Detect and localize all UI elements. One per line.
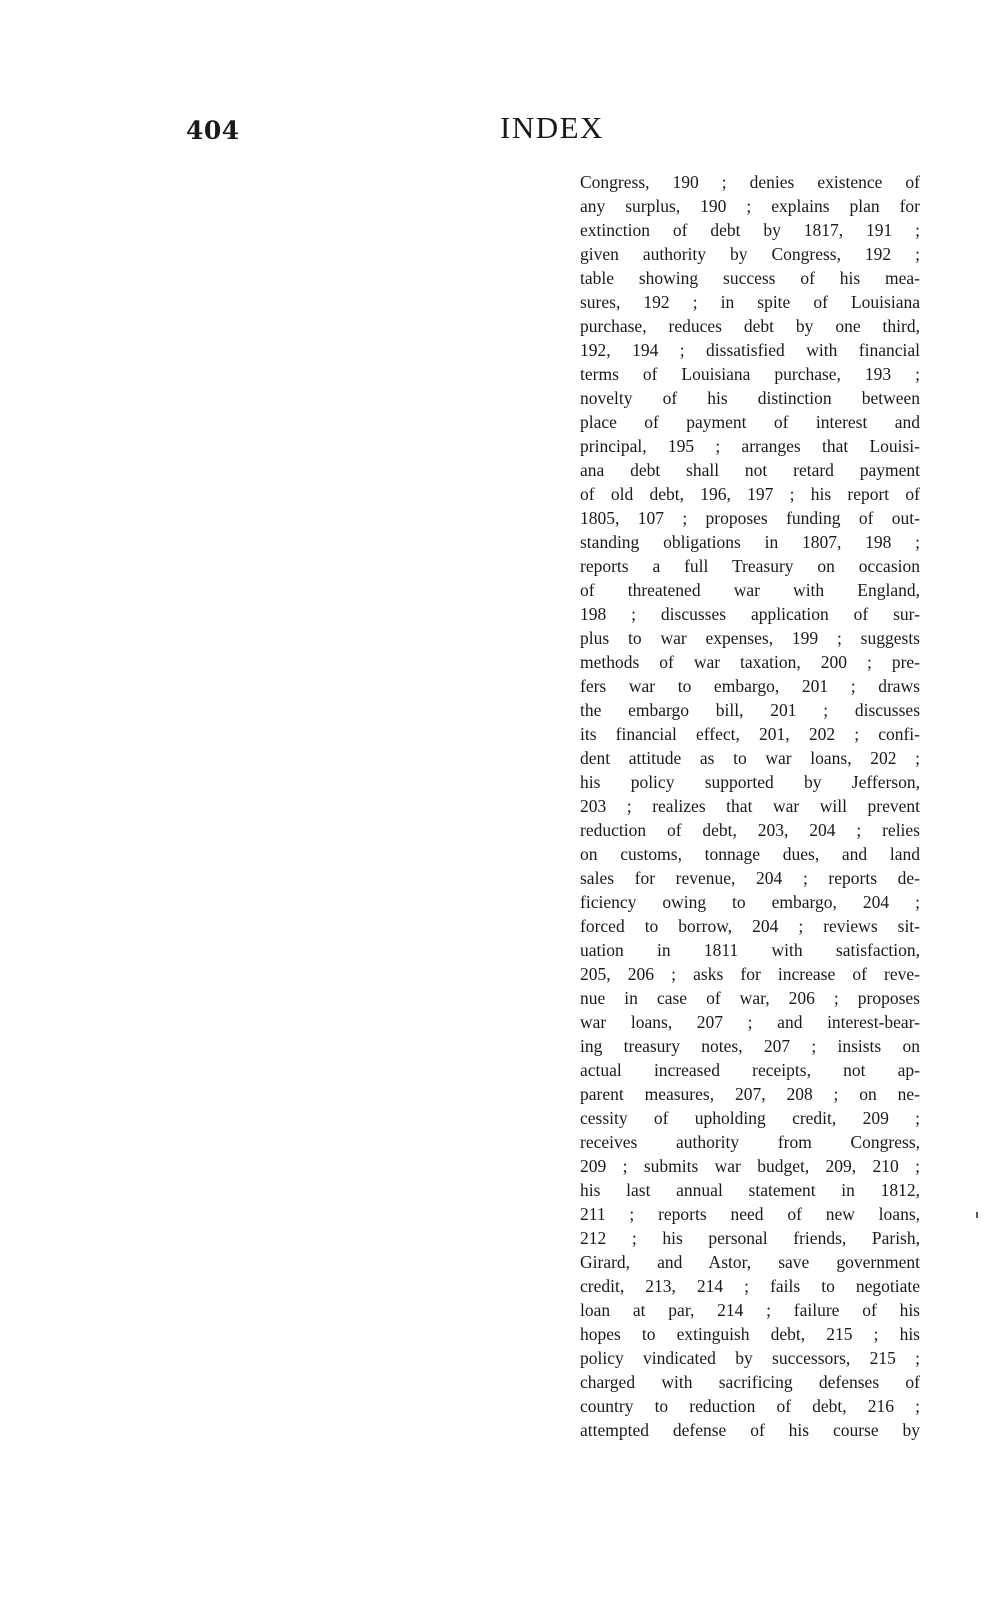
index-entry-line: place of payment of interest and <box>580 412 920 432</box>
index-entry-line: methods of war taxation, 200 ; pre- <box>580 652 920 672</box>
index-entry-line: 198 ; discusses application of sur- <box>580 604 920 624</box>
index-entry-line: dent attitude as to war loans, 202 ; <box>580 748 920 768</box>
index-entry-line: ficiency owing to embargo, 204 ; <box>580 892 920 912</box>
index-entry-line: credit, 213, 214 ; fails to negotiate <box>580 1276 920 1296</box>
print-speck <box>976 1212 978 1218</box>
index-entry-line: plus to war expenses, 199 ; suggests <box>580 628 920 648</box>
index-entry-line: on customs, tonnage dues, and land <box>580 844 920 864</box>
index-entry-line: extinction of debt by 1817, 191 ; <box>580 220 920 240</box>
index-entry-line: reduction of debt, 203, 204 ; relies <box>580 820 920 840</box>
index-entry-line: receives authority from Congress, <box>580 1132 920 1152</box>
index-entry-line: novelty of his distinction between <box>580 388 920 408</box>
index-entry-line: loan at par, 214 ; failure of his <box>580 1300 920 1320</box>
index-entry-line: war loans, 207 ; and interest-bear- <box>580 1012 920 1032</box>
index-entry-line: of threatened war with England, <box>580 580 920 600</box>
index-entry-line: uation in 1811 with satisfaction, <box>580 940 920 960</box>
index-entry-line: forced to borrow, 204 ; reviews sit- <box>580 916 920 936</box>
index-entry-line: Girard, and Astor, save government <box>580 1252 920 1272</box>
index-entry-line: ing treasury notes, 207 ; insists on <box>580 1036 920 1056</box>
index-entry-line: its financial effect, 201, 202 ; confi- <box>580 724 920 744</box>
index-entry-line: ana debt shall not retard payment <box>580 460 920 480</box>
index-entry-line: actual increased receipts, not ap- <box>580 1060 920 1080</box>
index-entry-line: 192, 194 ; dissatisfied with financial <box>580 340 920 360</box>
index-entry-line: charged with sacrificing defenses of <box>580 1372 920 1392</box>
index-entry-line: hopes to extinguish debt, 215 ; his <box>580 1324 920 1344</box>
index-entry-line: country to reduction of debt, 216 ; <box>580 1396 920 1416</box>
index-entry-line: 209 ; submits war budget, 209, 210 ; <box>580 1156 920 1176</box>
index-entry-line: sales for revenue, 204 ; reports de- <box>580 868 920 888</box>
index-entry-line: table showing success of his mea- <box>580 268 920 288</box>
index-entry-column <box>580 170 920 1442</box>
index-entry-line: standing obligations in 1807, 198 ; <box>580 532 920 552</box>
index-entry-line: fers war to embargo, 201 ; draws <box>580 676 920 696</box>
index-entry-line: policy vindicated by successors, 215 ; <box>580 1348 920 1368</box>
index-entry-line: any surplus, 190 ; explains plan for <box>580 196 920 216</box>
index-entry-line: nue in case of war, 206 ; proposes <box>580 988 920 1008</box>
index-entry-line: principal, 195 ; arranges that Louisi- <box>580 436 920 456</box>
index-entry-line: of old debt, 196, 197 ; his report of <box>580 484 920 504</box>
index-entry-line: cessity of upholding credit, 209 ; <box>580 1108 920 1128</box>
index-entry-line: given authority by Congress, 192 ; <box>580 244 920 264</box>
index-entry-line: 1805, 107 ; proposes funding of out- <box>580 508 920 528</box>
index-entry-line: his last annual statement in 1812, <box>580 1180 920 1200</box>
index-entry-line: terms of Louisiana purchase, 193 ; <box>580 364 920 384</box>
index-entry-line: purchase, reduces debt by one third, <box>580 316 920 336</box>
index-entry-line: parent measures, 207, 208 ; on ne- <box>580 1084 920 1104</box>
page-number: 404 <box>186 116 240 145</box>
index-entry-line: his policy supported by Jefferson, <box>580 772 920 792</box>
index-entry-line: 212 ; his personal friends, Parish, <box>580 1228 920 1248</box>
running-head-title: INDEX <box>500 110 604 145</box>
index-entry-line: 205, 206 ; asks for increase of reve- <box>580 964 920 984</box>
index-entry-line: reports a full Treasury on occasion <box>580 556 920 576</box>
index-entry-line: 211 ; reports need of new loans, <box>580 1204 920 1224</box>
index-entry-line: sures, 192 ; in spite of Louisiana <box>580 292 920 312</box>
index-entry-line: attempted defense of his course by <box>580 1420 920 1440</box>
index-entry-line: Congress, 190 ; denies existence of <box>580 172 920 192</box>
index-entry-line: the embargo bill, 201 ; discusses <box>580 700 920 720</box>
index-entry-line: 203 ; realizes that war will prevent <box>580 796 920 816</box>
